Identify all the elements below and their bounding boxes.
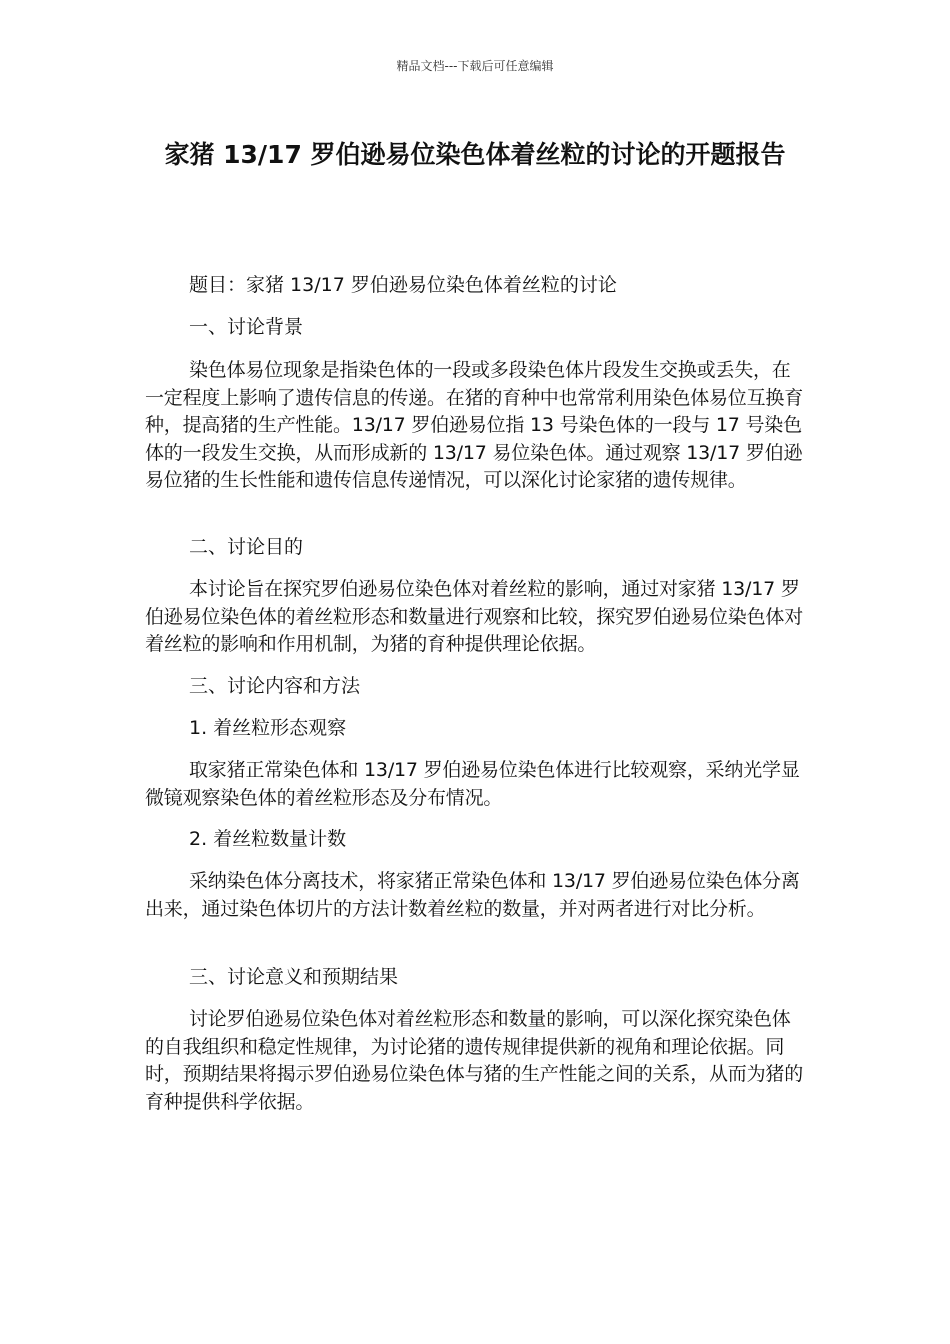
item2-paragraph: 采纳染色体分离技术，将家猪正常染色体和 13/17 罗伯逊易位染色体分离出来，通过染色体切片的方法计数着丝粒的数量，并对两者进行对比分析。 [145, 870, 800, 920]
item1-paragraph: 取家猪正常染色体和 13/17 罗伯逊易位染色体进行比较观察，采纳光学显微镜观察染色体的着丝粒形态及分布情况。 [145, 759, 800, 809]
section-heading-purpose: 二、讨论目的 [189, 536, 304, 558]
section-heading-content: 三、讨论内容和方法 [189, 675, 361, 697]
section-heading-background: 一、讨论背景 [189, 316, 304, 338]
page-header: 精品文档---下载后可任意编辑 [396, 59, 554, 73]
purpose-paragraph: 本讨论旨在探究罗伯逊易位染色体对着丝粒的影响，通过对家猪 13/17 罗伯逊易位染色体的着丝粒形态和数量进行观察和比较，探究罗伯逊易位染色体对着丝粒的影响和作用机制，为猪的育种提供理论依据。 [145, 578, 804, 655]
section-heading-significance: 三、讨论意义和预期结果 [189, 966, 399, 988]
document-title: 家猪 13/17 罗伯逊易位染色体着丝粒的讨论的开题报告 [164, 140, 786, 169]
item2-heading: 2. 着丝粒数量计数 [189, 828, 347, 850]
significance-paragraph: 讨论罗伯逊易位染色体对着丝粒形态和数量的影响，可以深化探究染色体的自我组织和稳定性规律，为讨论猪的遗传规律提供新的视角和理论依据。同时，预期结果将揭示罗伯逊易位染色体与猪的生产性能之间的关系，从而为猪的育种提供科学依据。 [145, 1008, 804, 1113]
topic-line: 题目：家猪 13/17 罗伯逊易位染色体着丝粒的讨论 [189, 274, 617, 296]
background-paragraph: 染色体易位现象是指染色体的一段或多段染色体片段发生交换或丢失，在一定程度上影响了遗传信息的传递。在猪的育种中也常常利用染色体易位互换育种，提高猪的生产性能。13/17 罗伯逊易位指 13 号染色体的一段与 17 号染色体的一段发生交换，从而形成新的 13/17 易位染色体。通过观察 13/17 罗伯逊易位猪的生长性能和遗传信息传递情况，可以深化讨论家猪的遗传规律。 [145, 359, 804, 491]
item1-heading: 1. 着丝粒形态观察 [189, 717, 347, 739]
